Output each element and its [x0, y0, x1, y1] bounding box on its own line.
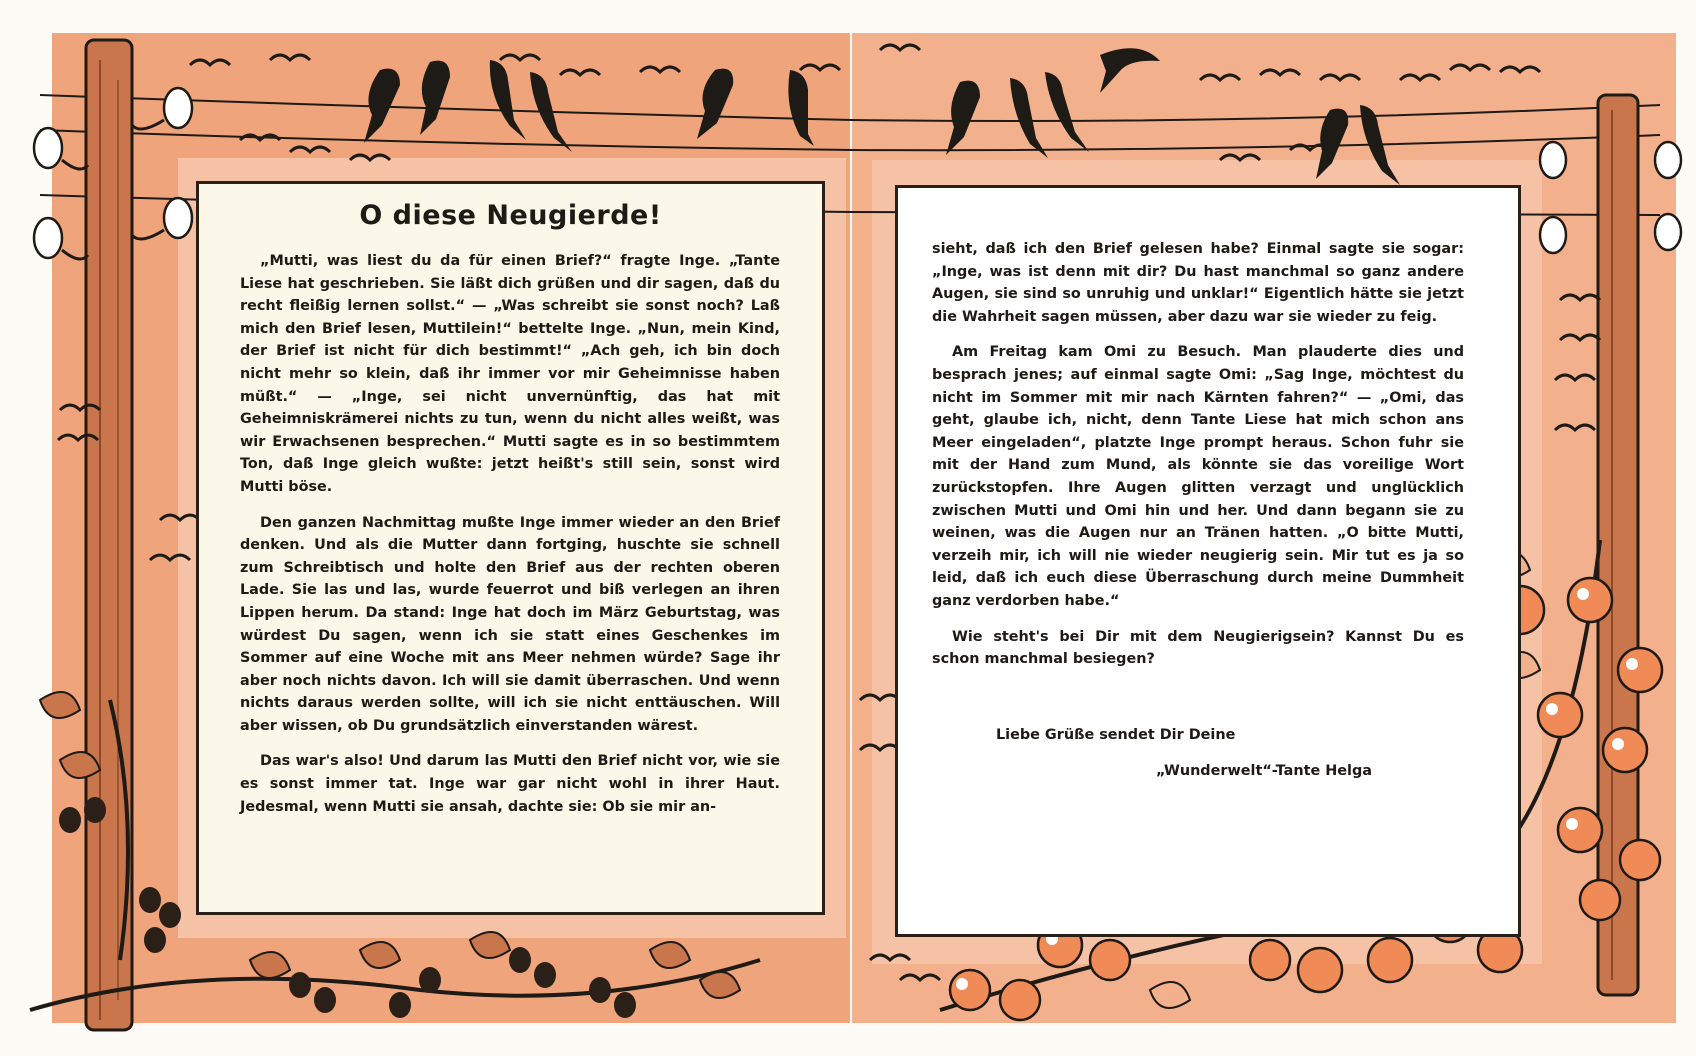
paragraph: Am Freitag kam Omi zu Besuch. Man plauderte dies und besprach jenes; auf einmal sagte Omi: „Sag Inge, möchtest du nicht im Sommer mit mir nach Kärnten fahren?“ — „Omi, das geht, glaube ich, nicht, denn Tante Liese hat mich schon ans Meer eingeladen“, platzte Inge prompt heraus. Schon fuhr sie mit der Hand zum Mund, als könnte sie das voreilige Wort zurückstopfen. Ihre Augen glitten verzagt und unglücklich zwischen Mutti und Omi hin und her. Und dann begann sie zu weinen, was die Augen nur an Tränen hatten. „O bitte Mutti, verzeih mir, ich will nie wieder neugierig sein. Mir tut es ja so leid, daß ich euch diese Überraschung durch meine Dummheit ganz verdorben habe.“ — [932, 344, 1464, 609]
swallows-on-wires — [364, 48, 1400, 185]
paragraph: sieht, daß ich den Brief gelesen habe? Einmal sagte sie sogar: „Inge, was ist denn mit dir? Du hast manchmal so ganz andere Augen, sie sind so unruhig und unklar!“ Eigentlich hätte sie jetzt die Wahrheit sagen müssen, aber dazu war sie wieder zu feig. — [932, 241, 1464, 325]
closing-greeting: Liebe Grüße sendet Dir Deine — [996, 727, 1236, 743]
story-title: O diese Neugierde! — [359, 200, 662, 231]
paragraph: Wie steht's bei Dir mit dem Neugierigsein? Kannst Du es schon manchmal besiegen? — [932, 628, 1464, 668]
paragraph: Das war's also! Und darum las Mutti den Brief nicht vor, wie sie es sonst immer tat. Inge war gar nicht wohl in ihrer Haut. Jedesmal, wenn Mutti sie ansah, dachte sie: Ob sie mir an- — [240, 753, 780, 815]
left-story-column — [240, 250, 780, 831]
right-story-column — [932, 238, 1464, 684]
paragraph: „Mutti, was liest du da für einen Brief?“ fragte Inge. „Tante Liese hat geschrieben. Sie läßt dich grüßen und dir sagen, daß du recht fleißig lernen sollst.“ — „Was schreibt sie sonst noch? Laß mich den Brief lesen, Muttilein!“ bettelte Inge. „Nun, mein Kind, der Brief ist nicht für dich bestimmt!“ „Ach geh, ich bin doch nicht mehr so klein, daß ihr immer vor mir Geheimnisse haben müßt.“ — „Inge, sei nicht unvernünftig, das hat mit Geheimniskrämerei nichts zu tun, wenn du nicht alles weißt, was wir Erwachsenen besprechen.“ Mutti sagte es in so bestimmtem Ton, daß Inge gleich wußte: jetzt heißt's still sein, sonst wird Mutti böse. — [240, 253, 780, 495]
paragraph: Den ganzen Nachmittag mußte Inge immer wieder an den Brief denken. Und als die Mutter dann fortging, huschte sie schnell zum Schreibtisch und holte den Brief aus der rechten oberen Lade. Sie las und las, wurde feuerrot und biß verlegen an ihren Lippen herum. Da stand: Inge hat doch im März Geburtstag, was würdest Du sagen, wenn ich sie statt eines Geschenkes im Sommer auf eine Woche mit ans Meer nehmen würde? Sage ihr aber noch nichts davon. Ich will sie damit überraschen. Und wenn nichts daraus werden sollte, will ich sie nicht enttäuschen. Will aber wissen, ob Du grundsätzlich einverstanden wärest. — [240, 514, 780, 734]
signature: „Wunderwelt“-Tante Helga — [1156, 763, 1372, 779]
telegraph-pole-left — [34, 40, 192, 1030]
